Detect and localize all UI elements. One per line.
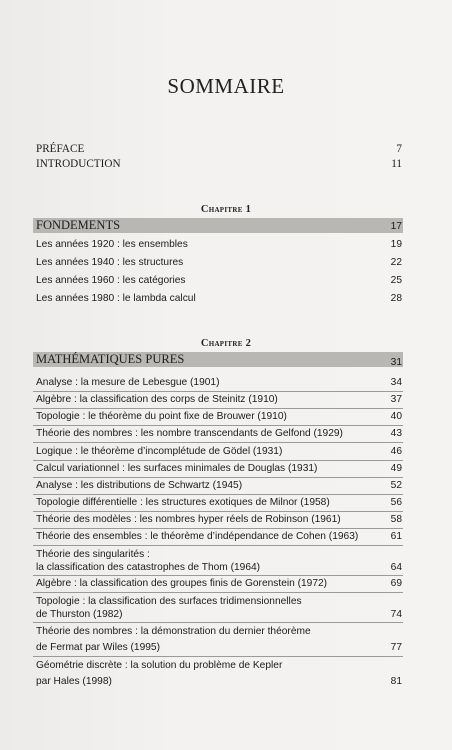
toc-entry-label: Topologie différentielle : les structures exotiques de Milnor (1958): [36, 497, 330, 508]
toc-entry-label-line1: Théorie des nombres : la démonstration du dernier théorème: [36, 626, 311, 637]
chapter-heading: Chapitre 1: [200, 204, 252, 215]
row-divider: [33, 528, 403, 529]
toc-entry-preface[interactable]: [36, 143, 402, 156]
toc-entry-page: 40: [390, 411, 402, 422]
toc-entry-label-line1: Géométrie discrète : la solution du problème de Kepler: [36, 660, 283, 671]
toc-entry-label: Topologie : le théorème du point fixe de Brouwer (1910): [36, 411, 287, 422]
section-title[interactable]: MATHÉMATIQUES PURES: [36, 352, 185, 366]
row-divider: [33, 477, 403, 478]
toc-entry-page: 37: [390, 394, 402, 405]
row-divider: [33, 425, 403, 426]
row-divider: [33, 494, 403, 495]
toc-entry-page: 64: [390, 562, 402, 573]
toc-entry-label: Théorie des ensembles : le théorème d’indépendance de Cohen (1963): [36, 531, 359, 542]
toc-entry[interactable]: [36, 274, 402, 287]
toc-entry-page: 22: [390, 257, 402, 268]
toc-entry[interactable]: [36, 530, 402, 543]
toc-entry-introduction[interactable]: [36, 158, 402, 171]
section-page: 31: [390, 357, 402, 368]
toc-entry-label: PRÉFACE: [36, 143, 85, 155]
toc-entry[interactable]: [36, 393, 402, 406]
toc-entry[interactable]: [36, 659, 402, 688]
toc-entry-label: Analyse : la mesure de Lebesgue (1901): [36, 377, 220, 388]
toc-entry-label: Les années 1960 : les catégories: [36, 275, 186, 286]
row-divider: [33, 511, 403, 512]
toc-entry-label: Théorie des nombres : les nombre transcendants de Gelfond (1929): [36, 428, 343, 439]
row-divider: [33, 442, 403, 443]
toc-entry[interactable]: [36, 238, 402, 251]
toc-entry-label: Les années 1980 : le lambda calcul: [36, 293, 196, 304]
toc-entry-label: INTRODUCTION: [36, 158, 121, 170]
toc-entry[interactable]: [36, 427, 402, 440]
toc-entry-label: Calcul variationnel : les surfaces minimales de Douglas (1931): [36, 463, 318, 474]
toc-entry[interactable]: [36, 445, 402, 458]
toc-entry[interactable]: [36, 496, 402, 509]
toc-entry[interactable]: [36, 256, 402, 269]
toc-entry[interactable]: [36, 548, 402, 574]
toc-entry-page: 25: [390, 275, 402, 286]
toc-entry[interactable]: [36, 292, 402, 305]
toc-entry[interactable]: [36, 410, 402, 423]
toc-entry-page: 77: [390, 642, 402, 653]
toc-entry[interactable]: [36, 577, 402, 590]
toc-entry-label: Les années 1920 : les ensembles: [36, 239, 188, 250]
toc-entry[interactable]: [36, 479, 402, 492]
toc-entry-page: 56: [390, 497, 402, 508]
chapter-heading: Chapitre 2: [200, 338, 252, 349]
row-divider: [33, 592, 403, 593]
section-page: 17: [390, 221, 402, 232]
toc-entry[interactable]: [36, 462, 402, 475]
toc-entry-page: 52: [390, 480, 402, 491]
toc-entry-page: 74: [390, 609, 402, 620]
toc-entry[interactable]: [36, 376, 402, 389]
toc-entry-page: 19: [390, 239, 402, 250]
toc-entry-page: 81: [390, 676, 402, 687]
toc-entry-label-line1: Théorie des singularités :: [36, 549, 150, 560]
toc-entry-page: 69: [390, 578, 402, 589]
toc-entry-label: Algèbre : la classification des groupes finis de Gorenstein (1972): [36, 578, 328, 589]
toc-entry-label: Logique : le théorème d’incomplétude de Gödel (1931): [36, 446, 283, 457]
row-divider: [33, 575, 403, 576]
toc-entry-label-line2: par Hales (1998): [36, 676, 112, 687]
toc-entry[interactable]: [36, 595, 402, 621]
row-divider: [33, 545, 403, 546]
toc-entry-page: 43: [390, 428, 402, 439]
toc-entry-label: Algèbre : la classification des corps de Steinitz (1910): [36, 394, 278, 405]
toc-entry-page: 49: [390, 463, 402, 474]
toc-entry-page: 11: [391, 158, 402, 170]
toc-entry-page: 7: [396, 143, 402, 155]
toc-entry-label-line2: de Fermat par Wiles (1995): [36, 642, 160, 653]
row-divider: [33, 408, 403, 409]
toc-entry-label-line2: la classification des catastrophes de Thom (1964): [36, 562, 261, 573]
row-divider: [33, 622, 403, 623]
section-title[interactable]: FONDEMENTS: [36, 218, 121, 232]
toc-entry-label-line1: Topologie : la classification des surfaces tridimensionnelles: [36, 596, 302, 607]
toc-entry-label-line2: de Thurston (1982): [36, 609, 123, 620]
row-divider: [33, 656, 403, 657]
toc-entry-label: Théorie des modèles : les nombres hyper réels de Robinson (1961): [36, 514, 341, 525]
toc-entry-label: Analyse : les distributions de Schwartz (1945): [36, 480, 243, 491]
row-divider: [33, 460, 403, 461]
toc-entry-page: 28: [390, 293, 402, 304]
toc-entry-page: 58: [390, 514, 402, 525]
toc-entry-page: 61: [390, 531, 402, 542]
page-title: SOMMAIRE: [167, 74, 285, 98]
row-divider: [33, 391, 403, 392]
toc-entry[interactable]: [36, 625, 402, 654]
toc-entry-page: 34: [390, 377, 402, 388]
toc-entry-label: Les années 1940 : les structures: [36, 257, 184, 268]
toc-entry[interactable]: [36, 513, 402, 526]
toc-entry-page: 46: [390, 446, 402, 457]
